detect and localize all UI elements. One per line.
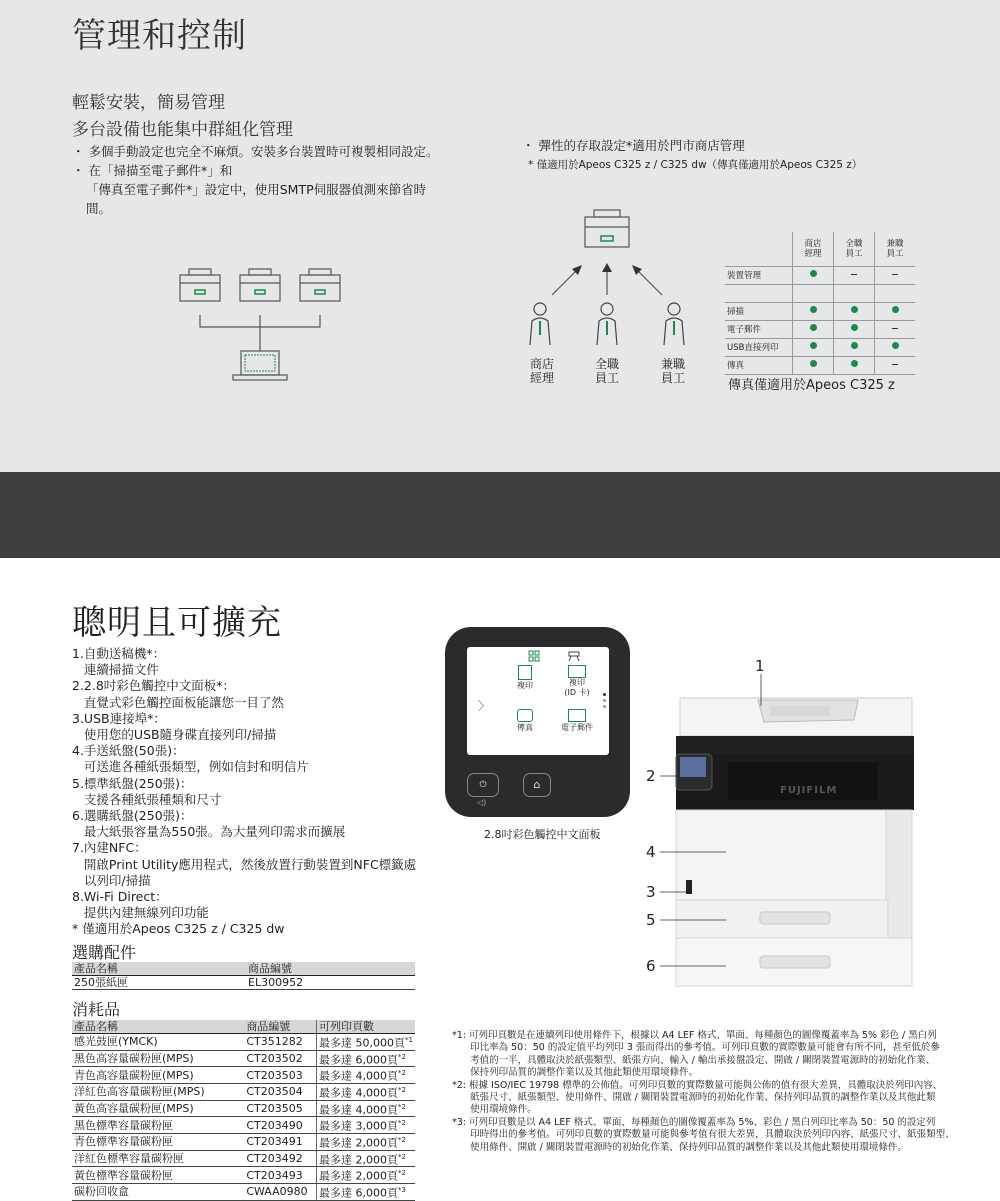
permission-allowed-icon <box>851 342 858 349</box>
footnote-line: 使用環境條件。 <box>452 1104 537 1116</box>
col-header: 全職 員工 <box>834 232 875 266</box>
access-diagram <box>510 205 710 380</box>
home-button[interactable]: ⌂ <box>523 773 551 797</box>
feature-line: 6.選購紙盤(250張)： <box>72 808 193 824</box>
accessories-title: 選購配件 <box>72 943 137 962</box>
footnote-line: *2: 根據 ISO/IEC 19798 標準的公佈值。可列印頁數的實際數量可能與公佈的值有很大差異，具體取決於列印內容、 <box>452 1079 943 1091</box>
panel-caption: 2.8吋彩色觸控中文面板 <box>484 828 601 841</box>
table-row: 感光鼓匣(YMCK) CT351282 最多達 50,000頁$^{*1}$ <box>74 1035 413 1050</box>
table-row: 黑色標準容量碳粉匣 CT203490 最多達 3,000頁$^{*2}$ <box>72 1117 415 1134</box>
feature-line: 直覺式彩色觸控面板能讓您一目了然 <box>72 694 284 710</box>
brand-logo: FUJIFILM <box>780 785 838 796</box>
email-button[interactable]: 電子郵件 <box>552 709 602 733</box>
id-card-icon <box>568 665 586 678</box>
table-row: 電子郵件 <box>725 320 915 338</box>
copy-button[interactable]: 複印 <box>500 665 550 691</box>
management-section <box>0 0 1000 472</box>
table-row: 碳粉回收盒 CWAA0980 最多達 6,000頁$^{*3}$ <box>72 1183 415 1200</box>
feature-line: 4.手送紙盤(50張)： <box>72 743 185 759</box>
envelope-icon <box>568 709 586 722</box>
table-row: 250張紙匣 EL300952 <box>72 976 415 990</box>
apps-icon <box>525 649 595 663</box>
page-title: 管理和控制 <box>72 16 247 56</box>
footnote-line: 印時得出的參考值。可列印頁數的實際數量可能與參考值有很大差異，具體取決於列印內容、紙張尺寸、紙張類型、 <box>452 1129 955 1141</box>
right-bullet: ・ 彈性的存取設定*適用於門市商店管理 <box>522 138 745 153</box>
footnote-line: *3: 可列印頁數是以 A4 LEF 格式、單面、每種顏色的圖像覆蓋率為 5%、彩色 / 黑白列印比率為 50：50 的設定列 <box>452 1116 936 1128</box>
table-row: 青色標準容量碳粉匣 CT203491 最多達 2,000頁$^{*2}$ <box>72 1133 415 1150</box>
subtitle-2: 多台設備也能集中群組化管理 <box>72 120 293 140</box>
callout-5: 5 <box>646 911 656 929</box>
table-row: USB直接列印 <box>725 338 915 356</box>
page-dots <box>603 693 606 709</box>
person-label-parttime: 兼職 員工 <box>660 357 685 385</box>
table-row: 黑色高容量碳粉匣(MPS) CT203502 最多達 6,000頁$^{*2}$ <box>72 1050 415 1067</box>
printer-illustration <box>640 650 920 990</box>
permissions-table <box>725 232 915 375</box>
footnote-line: 使用條件、開啟 / 關閉裝置電源時的初始化作業、保持列印品質的調整作業以及其他此類使用環境條件。 <box>452 1141 907 1153</box>
bullet-item: ・ 多個手動設定也完全不麻煩。安裝多台裝置時可複製相同設定。 <box>72 144 439 159</box>
feature-line: 提供內建無線列印功能 <box>72 905 209 921</box>
table-row: 掃描 <box>725 302 915 320</box>
permission-allowed-icon <box>892 306 899 313</box>
callout-4: 4 <box>646 843 656 861</box>
power-button[interactable]: ⏻ <box>467 773 499 797</box>
callout-3: 3 <box>646 883 656 901</box>
copy-icon <box>518 665 532 680</box>
feature-line: 最大紙張容量為550張。為大量列印需求而擴展 <box>72 824 346 840</box>
callout-2: 2 <box>646 767 656 785</box>
feature-line: 以列印/掃描 <box>72 872 151 888</box>
accessories-table: 產品名稱 商品編號 250張紙匣 EL300952 <box>72 962 415 990</box>
subtitle-1: 輕鬆安裝，簡易管理 <box>72 93 225 113</box>
control-panel-device <box>445 627 630 817</box>
feature-line: 8.Wi-Fi Direct： <box>72 889 168 905</box>
person-label-fulltime: 全職 員工 <box>594 357 619 385</box>
nfc-icon: ◁) <box>477 798 487 807</box>
permission-denied-icon <box>892 328 898 329</box>
feature-line: * 僅適用於Apeos C325 z / C325 dw <box>72 921 285 937</box>
callout-1: 1 <box>755 657 765 675</box>
feature-line: 3.USB連接埠*： <box>72 710 166 726</box>
table-row: 洋紅色標準容量碳粉匣 CT203492 最多達 2,000頁$^{*2}$ <box>72 1150 415 1167</box>
permission-allowed-icon <box>851 360 858 367</box>
permission-allowed-icon <box>892 342 899 349</box>
table-row <box>725 284 915 302</box>
table-row: 洋紅色高容量碳粉匣(MPS) CT203504 最多達 4,000頁$^{*2}$ <box>72 1083 415 1100</box>
multi-device-diagram <box>175 265 355 390</box>
chevron-right-icon: 〉 <box>478 699 491 713</box>
permission-denied-icon <box>892 364 898 365</box>
footnote-line: 保持列印品質的調整作業以及其他此類使用環境條件。 <box>452 1067 699 1079</box>
left-bullets <box>72 142 492 218</box>
person-label-manager: 商店 經理 <box>529 357 554 385</box>
printer-icon <box>300 269 340 301</box>
col-header: 商店 經理 <box>793 232 834 266</box>
fax-icon <box>517 709 533 722</box>
footnote-line: 考值的一半，具體取決於紙張類型、紙張方向、輸入 / 輸出承接盤設定、開啟 / 關閉裝置電源時的初始化作業、 <box>452 1054 936 1066</box>
permission-denied-icon <box>892 274 898 275</box>
table-row: 黃色標準容量碳粉匣 CT203493 最多達 2,000頁$^{*2}$ <box>72 1167 415 1184</box>
permission-allowed-icon <box>810 360 817 367</box>
right-note: * 僅適用於Apeos C325 z / C325 dw（傳真僅適用於Apeos C325 z） <box>528 159 863 171</box>
table-row: 黃色高容量碳粉匣(MPS) CT203505 最多達 4,000頁$^{*2}$ <box>72 1100 415 1117</box>
permission-allowed-icon <box>851 324 858 331</box>
consumables-title: 消耗品 <box>72 1000 121 1019</box>
smart-title: 聰明且可擴充 <box>72 603 282 643</box>
permission-denied-icon <box>851 274 857 275</box>
id-copy-button[interactable]: 複印 (ID 卡) <box>552 665 602 698</box>
table-row: 傳真 <box>725 356 915 374</box>
table-row: 裝置管理 <box>725 266 915 284</box>
usb-port <box>686 880 692 894</box>
table-row: 青色高容量碳粉匣(MPS) CT203503 最多達 4,000頁$^{*2}$ <box>72 1067 415 1084</box>
feature-line: 開啟Print Utility應用程式，然後放置行動裝置到NFC標籤處 <box>72 856 417 872</box>
feature-list <box>72 646 472 938</box>
consumables-table: 產品名稱 商品編號 可列印頁數 感光鼓匣(YMCK) CT351282 最多達 50,000頁$^{*1}$ 黑色高容量碳粉匣(MPS) CT203502 最多達 6,000頁$^{*2}$ 青色高容量碳粉匣(MPS) CT203503 最多達 4,000頁$^{*2}$ 洋紅色高容量碳粉匣(MPS) CT203504 最多達 4,000頁$^{*2}$ 黃色高容量碳粉匣(MPS) CT203505 最多達 4,000頁$^{*2}$ 黑色標準容量碳粉匣 CT203490 最多達 3,000頁$^{*2}$ 青色標準容量碳粉匣 CT203491 最多達 2,000頁$^{*2}$ 洋紅色標準容量碳粉匣 CT203492 最多達 2,000頁$^{*2}$ 黃色標準容量碳粉匣 CT203493 最多達 2,000頁$^{*2}$ 碳粉回收盒 CWAA0980 最多達 6,000頁$^{*3}$ <box>74 1020 413 1200</box>
printer-icon <box>240 269 280 301</box>
bullet-item: ・ 在「掃描至電子郵件*」和 <box>72 163 233 178</box>
feature-line: 使用您的USB隨身碟直接列印/掃描 <box>72 727 277 743</box>
footnote-line: *1: 可列印頁數是在連續列印使用條件下，根據以 A4 LEF 格式、單面、每種顏色的圖像覆蓋率為 5% 彩色 / 黑白列 <box>452 1030 937 1041</box>
touch-screen <box>467 647 609 755</box>
feature-line: 7.內建NFC： <box>72 840 147 856</box>
permission-allowed-icon <box>851 306 858 313</box>
footnotes <box>452 1030 992 1154</box>
printer-icon <box>180 269 220 301</box>
feature-line: 2.2.8吋彩色觸控中文面板*： <box>72 678 236 694</box>
permission-allowed-icon <box>810 324 817 331</box>
bullet-cont: 間。 <box>86 201 112 216</box>
permission-allowed-icon <box>810 306 817 313</box>
footnote-line: 印比率為 50：50 的設定值平均列印 3 張而得出的參考值。可列印頁數的實際數量可能會有所不同，甚至低於參 <box>452 1042 940 1054</box>
fax-note: 傳真僅適用於Apeos C325 z <box>728 378 895 393</box>
feature-line: 1.自動送稿機*： <box>72 646 166 661</box>
fax-button[interactable]: 傳真 <box>500 709 550 733</box>
col-header: 兼職 員工 <box>875 232 916 266</box>
permission-allowed-icon <box>810 342 817 349</box>
feature-line: 可送進各種紙張類型，例如信封和明信片 <box>72 759 309 775</box>
divider-band <box>0 472 1000 558</box>
permission-allowed-icon <box>810 270 817 277</box>
footnote-line: 紙張尺寸、紙張類型、使用條件、開啟 / 關閉裝置電源時的初始化作業、保持列印品質的調整作業以及其他此類 <box>452 1092 936 1104</box>
feature-line: 連續掃描文件 <box>72 662 159 678</box>
callout-6: 6 <box>646 957 656 975</box>
feature-line: 5.標準紙盤(250張)： <box>72 775 193 791</box>
bullet-cont: 「傳真至電子郵件*」設定中，使用SMTP伺服器偵測來節省時 <box>86 182 427 197</box>
feature-line: 支援各種紙張種類和尺寸 <box>72 791 222 807</box>
